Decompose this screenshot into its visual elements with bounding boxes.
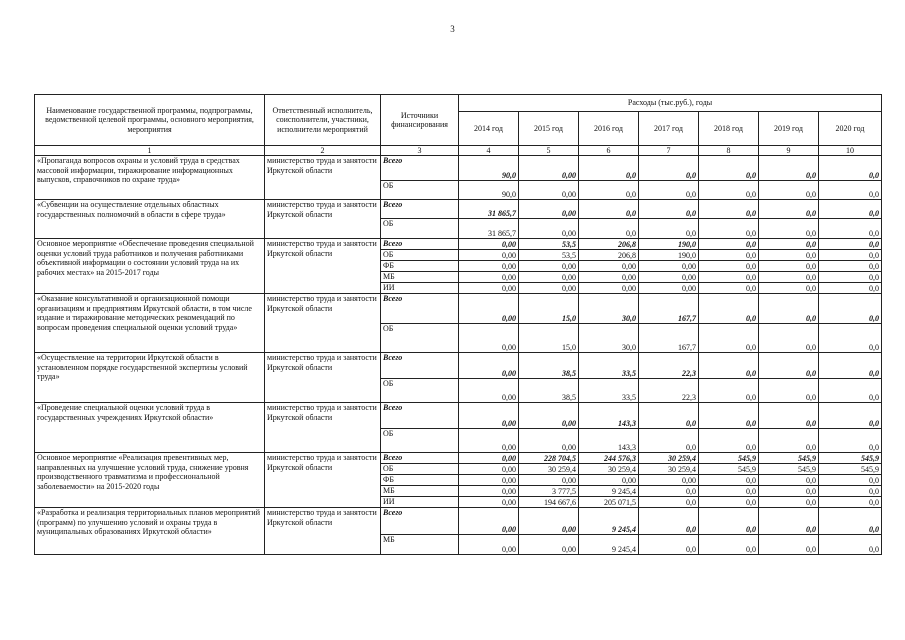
header-expenses: Расходы (тыс.руб.), годы bbox=[459, 95, 882, 112]
header-source: Источники финансирования bbox=[381, 95, 459, 146]
amount-cell: 0,0 bbox=[699, 200, 759, 219]
amount-cell: 0,00 bbox=[459, 475, 519, 486]
amount-cell: 0,00 bbox=[459, 403, 519, 429]
program-name: «Субвенции на осуществление отдельных областных государственных полномочий в области в сфере труда» bbox=[35, 200, 265, 239]
amount-cell: 0,00 bbox=[459, 429, 519, 453]
header-year: 2017 год bbox=[639, 112, 699, 146]
amount-cell: 0,00 bbox=[459, 535, 519, 555]
amount-cell: 0,0 bbox=[699, 156, 759, 181]
amount-cell: 0,0 bbox=[699, 219, 759, 239]
amount-cell: 143,3 bbox=[579, 429, 639, 453]
column-number: 2 bbox=[265, 146, 381, 156]
funding-source: МБ bbox=[381, 486, 459, 497]
amount-cell: 38,5 bbox=[519, 353, 579, 379]
amount-cell: 0,0 bbox=[699, 486, 759, 497]
amount-cell: 3 777,5 bbox=[519, 486, 579, 497]
amount-cell: 0,0 bbox=[759, 294, 819, 324]
amount-cell: 33,5 bbox=[579, 353, 639, 379]
amount-cell: 0,0 bbox=[759, 535, 819, 555]
program-name: «Оказание консультативной и организационной помощи организациям и предприятиям Иркутской области, в том числе издание и тиражирование методических рекомендаций по вопросам проведения специальной оценки условий труда» bbox=[35, 294, 265, 353]
amount-cell: 0,0 bbox=[819, 239, 882, 250]
amount-cell: 0,0 bbox=[699, 353, 759, 379]
column-number: 6 bbox=[579, 146, 639, 156]
amount-cell: 0,0 bbox=[819, 200, 882, 219]
amount-cell: 0,00 bbox=[519, 200, 579, 219]
program-name: «Пропаганда вопросов охраны и условий труда в средствах массовой информации, тиражирование информационных выпусков, справочников по охране труда» bbox=[35, 156, 265, 200]
amount-cell: 90,0 bbox=[459, 156, 519, 181]
amount-cell: 0,00 bbox=[519, 261, 579, 272]
executor-cell: министерство труда и занятости Иркутской области bbox=[265, 239, 381, 294]
table-row bbox=[35, 156, 882, 181]
column-number: 8 bbox=[699, 146, 759, 156]
amount-cell: 0,0 bbox=[759, 283, 819, 294]
amount-cell: 0,0 bbox=[819, 181, 882, 200]
amount-cell: 0,0 bbox=[639, 156, 699, 181]
header-year: 2018 год bbox=[699, 112, 759, 146]
column-number: 1 bbox=[35, 146, 265, 156]
amount-cell: 0,00 bbox=[579, 475, 639, 486]
amount-cell: 0,0 bbox=[819, 508, 882, 535]
executor-cell: министерство труда и занятости Иркутской области bbox=[265, 353, 381, 403]
amount-cell: 0,0 bbox=[819, 535, 882, 555]
amount-cell: 0,00 bbox=[459, 379, 519, 403]
amount-cell: 0,00 bbox=[519, 475, 579, 486]
funding-source: МБ bbox=[381, 535, 459, 555]
amount-cell: 0,0 bbox=[819, 353, 882, 379]
amount-cell: 22,3 bbox=[639, 379, 699, 403]
amount-cell: 30,0 bbox=[579, 294, 639, 324]
amount-cell: 0,0 bbox=[699, 239, 759, 250]
amount-cell: 194 667,6 bbox=[519, 497, 579, 508]
amount-cell: 0,0 bbox=[819, 379, 882, 403]
table-row bbox=[35, 508, 882, 535]
funding-source: ОБ bbox=[381, 464, 459, 475]
amount-cell: 0,0 bbox=[699, 261, 759, 272]
amount-cell: 0,00 bbox=[639, 272, 699, 283]
funding-source: ОБ bbox=[381, 429, 459, 453]
amount-cell: 0,00 bbox=[639, 261, 699, 272]
amount-cell: 0,0 bbox=[819, 486, 882, 497]
table-row bbox=[35, 200, 882, 219]
amount-cell: 0,00 bbox=[519, 403, 579, 429]
amount-cell: 0,0 bbox=[819, 250, 882, 261]
amount-cell: 0,00 bbox=[579, 272, 639, 283]
header-year: 2020 год bbox=[819, 112, 882, 146]
amount-cell: 0,00 bbox=[459, 486, 519, 497]
amount-cell: 0,0 bbox=[639, 200, 699, 219]
amount-cell: 244 576,3 bbox=[579, 453, 639, 464]
amount-cell: 31 865,7 bbox=[459, 200, 519, 219]
column-number: 10 bbox=[819, 146, 882, 156]
amount-cell: 206,8 bbox=[579, 250, 639, 261]
amount-cell: 0,0 bbox=[579, 219, 639, 239]
amount-cell: 0,0 bbox=[579, 200, 639, 219]
funding-source: МБ bbox=[381, 272, 459, 283]
funding-source: ОБ bbox=[381, 250, 459, 261]
amount-cell: 0,0 bbox=[819, 156, 882, 181]
executor-cell: министерство труда и занятости Иркутской области bbox=[265, 403, 381, 453]
amount-cell: 30 259,4 bbox=[639, 464, 699, 475]
amount-cell: 15,0 bbox=[519, 294, 579, 324]
amount-cell: 0,00 bbox=[459, 497, 519, 508]
header-row-top bbox=[35, 95, 882, 112]
funding-source: ИИ bbox=[381, 283, 459, 294]
amount-cell: 0,0 bbox=[759, 239, 819, 250]
funding-source: ОБ bbox=[381, 181, 459, 200]
amount-cell: 0,0 bbox=[759, 403, 819, 429]
program-name: Основное мероприятие «Обеспечение проведения специальной оценки условий труда работников и получения работниками объективной информации о состоянии условий труда на их рабочих местах» на 2015-2017 годы bbox=[35, 239, 265, 294]
amount-cell: 545,9 bbox=[759, 464, 819, 475]
amount-cell: 33,5 bbox=[579, 379, 639, 403]
funding-source: Всего bbox=[381, 353, 459, 379]
amount-cell: 0,0 bbox=[699, 535, 759, 555]
amount-cell: 228 704,5 bbox=[519, 453, 579, 464]
executor-cell: министерство труда и занятости Иркутской области bbox=[265, 156, 381, 200]
amount-cell: 0,00 bbox=[519, 508, 579, 535]
amount-cell: 0,0 bbox=[699, 250, 759, 261]
amount-cell: 0,0 bbox=[699, 475, 759, 486]
table-row bbox=[35, 239, 882, 250]
funding-source: ФБ bbox=[381, 261, 459, 272]
executor-cell: министерство труда и занятости Иркутской области bbox=[265, 508, 381, 555]
executor-cell: министерство труда и занятости Иркутской области bbox=[265, 453, 381, 508]
program-name: «Проведение специальной оценки условий труда в государственных учреждениях Иркутской области» bbox=[35, 403, 265, 453]
amount-cell: 0,0 bbox=[699, 403, 759, 429]
amount-cell: 205 071,5 bbox=[579, 497, 639, 508]
amount-cell: 0,00 bbox=[459, 324, 519, 353]
amount-cell: 90,0 bbox=[459, 181, 519, 200]
column-number: 5 bbox=[519, 146, 579, 156]
executor-cell: министерство труда и занятости Иркутской области bbox=[265, 294, 381, 353]
amount-cell: 0,0 bbox=[699, 283, 759, 294]
amount-cell: 0,00 bbox=[639, 475, 699, 486]
amount-cell: 0,0 bbox=[819, 219, 882, 239]
amount-cell: 0,0 bbox=[759, 324, 819, 353]
column-number: 7 bbox=[639, 146, 699, 156]
executor-cell: министерство труда и занятости Иркутской области bbox=[265, 200, 381, 239]
program-name: Основное мероприятие «Реализация превентивных мер, направленных на улучшение условий труда, снижение уровня производственного травматизма и профессиональной заболеваемости» на 2015-2020 годы bbox=[35, 453, 265, 508]
amount-cell: 0,00 bbox=[639, 283, 699, 294]
amount-cell: 0,00 bbox=[459, 261, 519, 272]
amount-cell: 0,00 bbox=[519, 219, 579, 239]
amount-cell: 0,0 bbox=[819, 403, 882, 429]
amount-cell: 0,00 bbox=[579, 261, 639, 272]
program-name: «Разработка и реализация территориальных планов мероприятий (программ) по улучшению условий и охраны труда в муниципальных образованиях Иркутской области» bbox=[35, 508, 265, 555]
amount-cell: 0,0 bbox=[699, 508, 759, 535]
amount-cell: 545,9 bbox=[819, 453, 882, 464]
header-year: 2016 год bbox=[579, 112, 639, 146]
amount-cell: 0,00 bbox=[519, 535, 579, 555]
amount-cell: 0,0 bbox=[699, 324, 759, 353]
amount-cell: 0,0 bbox=[819, 272, 882, 283]
amount-cell: 0,00 bbox=[519, 283, 579, 294]
header-year: 2014 год bbox=[459, 112, 519, 146]
amount-cell: 0,0 bbox=[579, 181, 639, 200]
amount-cell: 545,9 bbox=[759, 453, 819, 464]
amount-cell: 0,00 bbox=[519, 181, 579, 200]
amount-cell: 0,0 bbox=[819, 261, 882, 272]
amount-cell: 0,0 bbox=[819, 324, 882, 353]
funding-source: Всего bbox=[381, 156, 459, 181]
amount-cell: 0,00 bbox=[459, 250, 519, 261]
amount-cell: 53,5 bbox=[519, 250, 579, 261]
funding-source: ОБ bbox=[381, 324, 459, 353]
header-year: 2015 год bbox=[519, 112, 579, 146]
amount-cell: 0,0 bbox=[759, 353, 819, 379]
amount-cell: 0,0 bbox=[699, 429, 759, 453]
amount-cell: 15,0 bbox=[519, 324, 579, 353]
amount-cell: 0,0 bbox=[759, 272, 819, 283]
amount-cell: 545,9 bbox=[699, 464, 759, 475]
funding-source: Всего bbox=[381, 453, 459, 464]
amount-cell: 0,00 bbox=[459, 239, 519, 250]
amount-cell: 0,00 bbox=[519, 429, 579, 453]
amount-cell: 30 259,4 bbox=[519, 464, 579, 475]
amount-cell: 143,3 bbox=[579, 403, 639, 429]
amount-cell: 0,0 bbox=[699, 272, 759, 283]
funding-source: Всего bbox=[381, 403, 459, 429]
amount-cell: 190,0 bbox=[639, 239, 699, 250]
amount-cell: 545,9 bbox=[819, 464, 882, 475]
funding-source: ОБ bbox=[381, 219, 459, 239]
funding-source: ОБ bbox=[381, 379, 459, 403]
amount-cell: 9 245,4 bbox=[579, 535, 639, 555]
amount-cell: 0,0 bbox=[759, 379, 819, 403]
amount-cell: 0,0 bbox=[759, 181, 819, 200]
table-row bbox=[35, 453, 882, 464]
amount-cell: 206,8 bbox=[579, 239, 639, 250]
amount-cell: 9 245,4 bbox=[579, 508, 639, 535]
table-row bbox=[35, 294, 882, 324]
table-body bbox=[35, 156, 882, 555]
funding-source: ФБ bbox=[381, 475, 459, 486]
amount-cell: 0,00 bbox=[519, 272, 579, 283]
amount-cell: 0,0 bbox=[759, 200, 819, 219]
amount-cell: 0,0 bbox=[759, 475, 819, 486]
amount-cell: 0,00 bbox=[459, 353, 519, 379]
amount-cell: 30 259,4 bbox=[579, 464, 639, 475]
amount-cell: 0,0 bbox=[819, 497, 882, 508]
amount-cell: 9 245,4 bbox=[579, 486, 639, 497]
budget-table bbox=[34, 94, 882, 555]
amount-cell: 0,0 bbox=[759, 250, 819, 261]
amount-cell: 0,0 bbox=[639, 497, 699, 508]
amount-cell: 0,0 bbox=[759, 219, 819, 239]
amount-cell: 0,0 bbox=[639, 535, 699, 555]
amount-cell: 0,0 bbox=[699, 379, 759, 403]
funding-source: ИИ bbox=[381, 497, 459, 508]
table-row bbox=[35, 353, 882, 379]
amount-cell: 0,00 bbox=[459, 453, 519, 464]
amount-cell: 30 259,4 bbox=[639, 453, 699, 464]
table-row bbox=[35, 403, 882, 429]
amount-cell: 0,0 bbox=[699, 181, 759, 200]
amount-cell: 0,0 bbox=[759, 261, 819, 272]
amount-cell: 0,00 bbox=[579, 283, 639, 294]
amount-cell: 167,7 bbox=[639, 324, 699, 353]
amount-cell: 53,5 bbox=[519, 239, 579, 250]
amount-cell: 0,00 bbox=[459, 272, 519, 283]
page-number: 3 bbox=[450, 24, 455, 34]
funding-source: Всего bbox=[381, 239, 459, 250]
amount-cell: 30,0 bbox=[579, 324, 639, 353]
column-number: 3 bbox=[381, 146, 459, 156]
amount-cell: 0,0 bbox=[759, 156, 819, 181]
amount-cell: 0,0 bbox=[759, 508, 819, 535]
amount-cell: 0,0 bbox=[759, 486, 819, 497]
amount-cell: 0,0 bbox=[639, 429, 699, 453]
amount-cell: 38,5 bbox=[519, 379, 579, 403]
amount-cell: 0,0 bbox=[639, 508, 699, 535]
column-number: 4 bbox=[459, 146, 519, 156]
funding-source: Всего bbox=[381, 200, 459, 219]
amount-cell: 0,00 bbox=[459, 283, 519, 294]
funding-source: Всего bbox=[381, 294, 459, 324]
amount-cell: 0,0 bbox=[819, 283, 882, 294]
amount-cell: 0,0 bbox=[819, 429, 882, 453]
amount-cell: 0,0 bbox=[699, 294, 759, 324]
amount-cell: 0,0 bbox=[819, 294, 882, 324]
header-executor: Ответственный исполнитель, соисполнители, участники, исполнители мероприятий bbox=[265, 95, 381, 146]
amount-cell: 0,0 bbox=[639, 219, 699, 239]
amount-cell: 0,0 bbox=[639, 403, 699, 429]
amount-cell: 0,0 bbox=[639, 486, 699, 497]
program-name: «Осуществление на территории Иркутской области в установленном порядке государственной экспертизы условий труда» bbox=[35, 353, 265, 403]
amount-cell: 545,9 bbox=[699, 453, 759, 464]
amount-cell: 22,3 bbox=[639, 353, 699, 379]
amount-cell: 0,0 bbox=[819, 475, 882, 486]
amount-cell: 167,7 bbox=[639, 294, 699, 324]
header-name: Наименование государственной программы, подпрограммы, ведомственной целевой программы, основного мероприятия, мероприятия bbox=[35, 95, 265, 146]
amount-cell: 0,00 bbox=[459, 294, 519, 324]
header-year: 2019 год bbox=[759, 112, 819, 146]
amount-cell: 0,0 bbox=[639, 181, 699, 200]
amount-cell: 0,0 bbox=[579, 156, 639, 181]
amount-cell: 0,00 bbox=[519, 156, 579, 181]
amount-cell: 0,00 bbox=[459, 464, 519, 475]
column-number: 9 bbox=[759, 146, 819, 156]
amount-cell: 0,0 bbox=[759, 429, 819, 453]
column-number-row bbox=[35, 146, 882, 156]
funding-source: Всего bbox=[381, 508, 459, 535]
amount-cell: 31 865,7 bbox=[459, 219, 519, 239]
amount-cell: 0,00 bbox=[459, 508, 519, 535]
amount-cell: 190,0 bbox=[639, 250, 699, 261]
amount-cell: 0,0 bbox=[699, 497, 759, 508]
amount-cell: 0,0 bbox=[759, 497, 819, 508]
